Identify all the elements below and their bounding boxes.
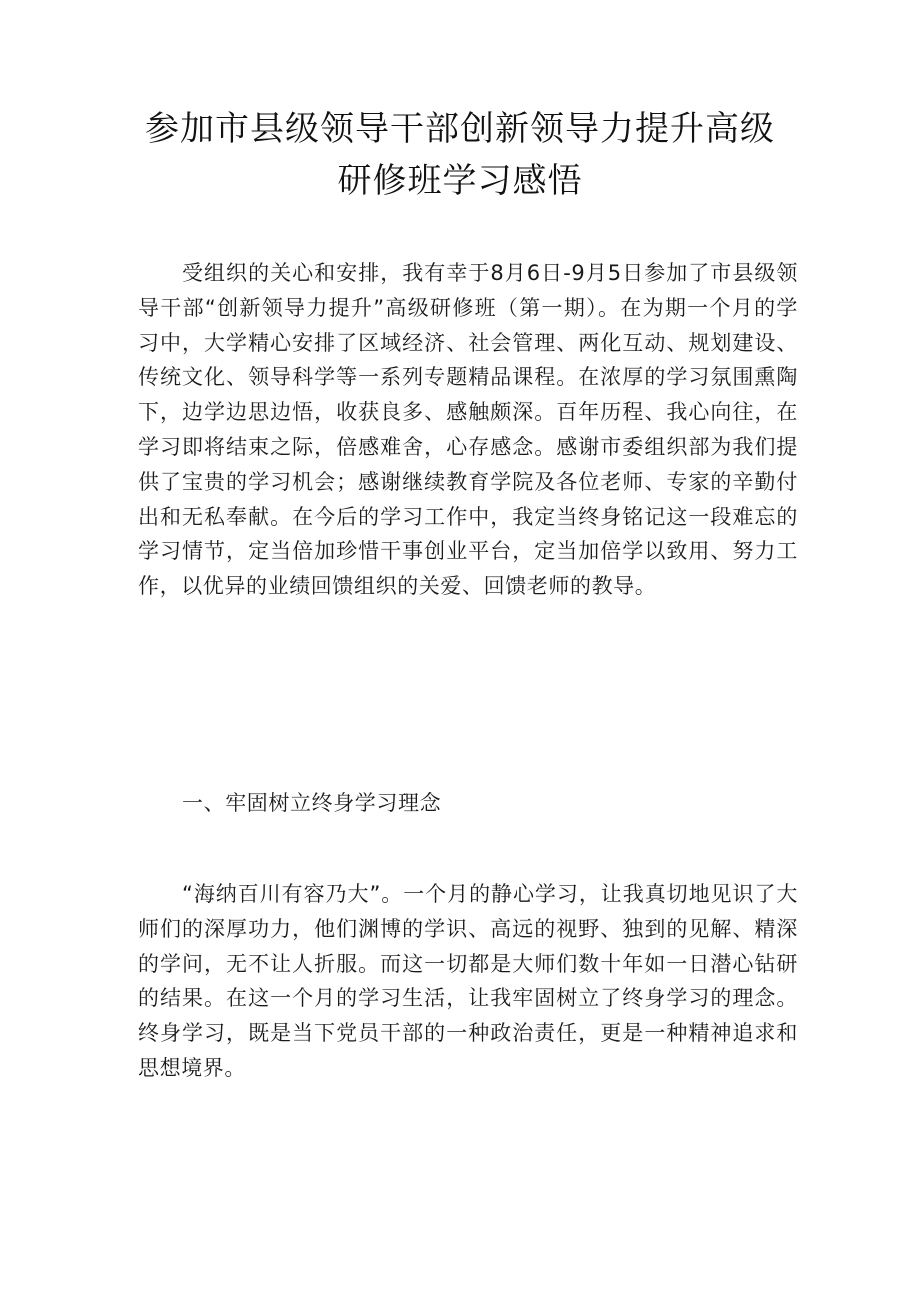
document-title-line-1: 参加市县级领导干部创新领导力提升高级 (145, 109, 775, 149)
section-heading-1: 一、牢固树立终身学习理念 (182, 791, 442, 815)
paragraph-section-1: “海纳百川有容乃大”。一个月的静心学习，让我真切地见识了大师们的深厚功力，他们渊博的学识、高远的视野、独到的见解、精深的学问，无不让人折服。而这一切都是大师们数十年如一日潜心钻研的结果。在这一个月的学习生活，让我牢固树立了终身学习的理念。终身学习，既是当下党员干部的一种政治责任，更是一种精神追求和思想境界。 (138, 882, 798, 1080)
paragraph-intro: 受组织的关心和安排，我有幸于8月6日-9月5日参加了市县级领导干部“创新领导力提升”高级研修班（第一期）。在为期一个月的学习中，大学精心安排了区域经济、社会管理、两化互动、规划建设、传统文化、领导科学等一系列专题精品课程。在浓厚的学习氛围熏陶下，边学边思边悟，收获良多、感触颇深。百年历程、我心向往，在学习即将结束之际，倍感难舍，心存感念。感谢市委组织部为我们提供了宝贵的学习机会；感谢继续教育学院及各位老师、专家的辛勤付出和无私奉献。在今后的学习工作中，我定当终身铭记这一段难忘的学习情节，定当倍加珍惜干事创业平台，定当加倍学以致用、努力工作，以优异的业绩回馈组织的关爱、回馈老师的教导。 (138, 261, 798, 599)
document-title-line-2: 研修班学习感悟 (337, 161, 583, 201)
